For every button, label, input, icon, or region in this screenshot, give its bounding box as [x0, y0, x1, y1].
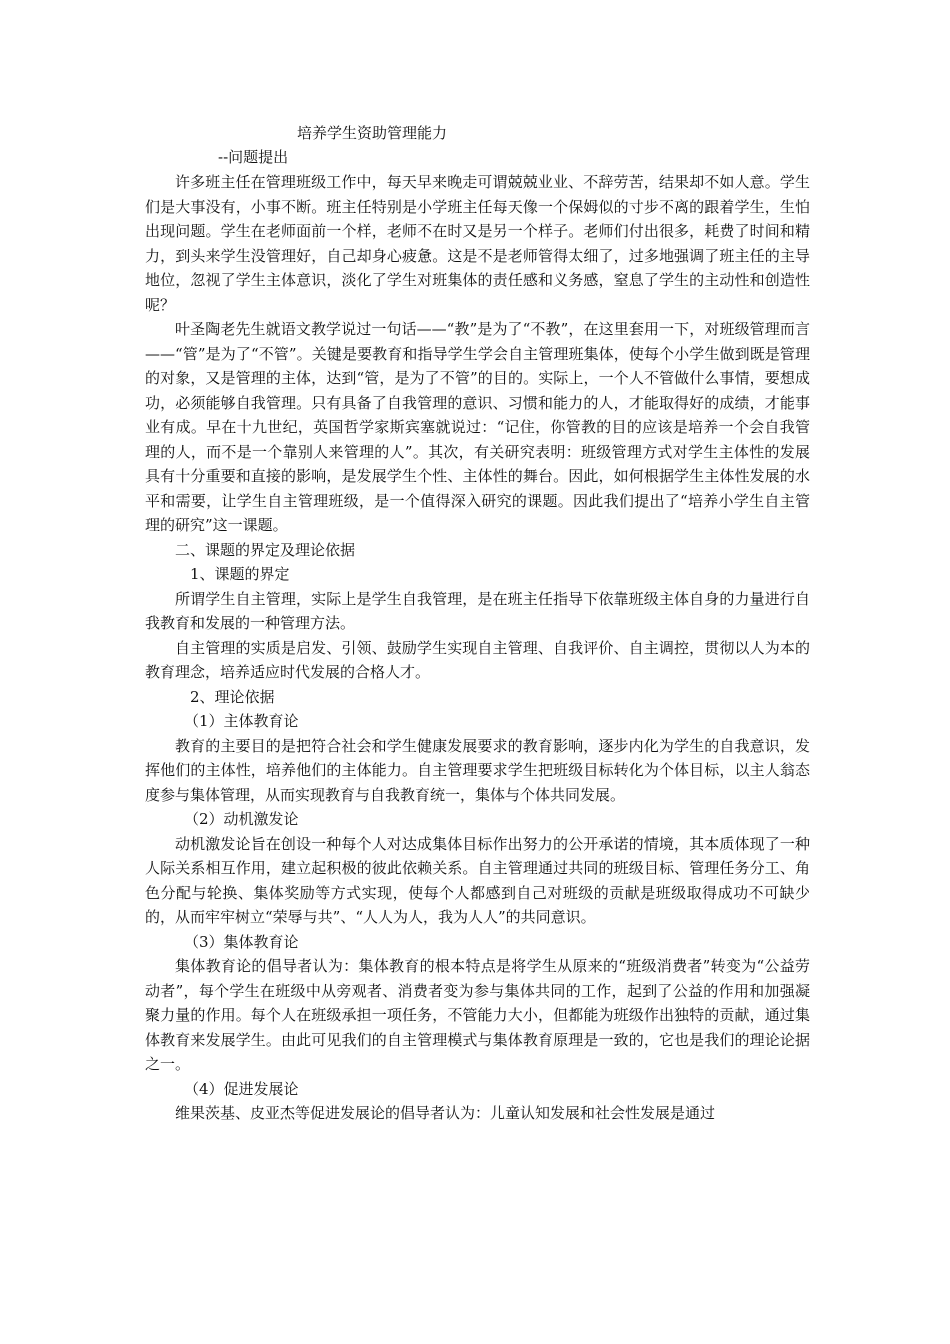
- theory-heading-development: （4）促进发展论: [184, 1079, 299, 1098]
- subsection-heading-definition: 1、课题的界定: [190, 565, 290, 583]
- paragraph-motivation: 动机激发论旨在创设一种每个人对达成集体目标作出努力的公开承诺的情境，其本质体现了一种人际关系相互作用，建立起积极的彼此依赖关系。自主管理通过共同的班级目标、管理任务分工、角色分配与轮换、集体奖励等方式实现，使每个人都感到自己对班级的贡献是班级取得成功不可缺少的，从而牢牢树立“荣辱与共”、“人人为人，我为人人”的共同意识。: [145, 834, 810, 926]
- subsection-heading-theory: 2、理论依据: [190, 687, 275, 706]
- section-heading-definition-basis: 二、课题的界定及理论依据: [175, 540, 356, 559]
- paragraph-development: 维果茨基、皮亚杰等促进发展论的倡导者认为：儿童认知发展和社会性发展是通过: [175, 1104, 716, 1122]
- paragraph-definition-2: 自主管理的实质是启发、引领、鼓励学生实现自主管理、自我评价、自主调控，贯彻以人为本的教育理念，培养适应时代发展的合格人才。: [145, 638, 810, 681]
- paragraph-collective-education: 集体教育论的倡导者认为：集体教育的根本特点是将学生从原来的“班级消费者”转变为“公益劳动者”，每个学生在班级中从旁观者、消费者变为参与集体共同的工作，起到了公益的作用和加强凝聚力量的作用。每个人在班级承担一项任务，不管能力大小，但都能为班级作出独特的贡献，通过集体教育来发展学生。由此可见我们的自主管理模式与集体教育原理是一致的，它也是我们的理论论据之一。: [145, 957, 810, 1073]
- paragraph-problem-1: 许多班主任在管理班级工作中，每天早来晚走可谓兢兢业业、不辞劳苦，结果却不如人意。学生们是大事没有，小事不断。班主任特别是小学班主任每天像一个保姆似的寸步不离的跟着学生，生怕出现问题。学生在老师面前一个样，老师不在时又是另一个样子。老师们付出很多，耗费了时间和精力，到头来学生没管理好，自己却身心疲惫。这是不是老师管得太细了，过多地强调了班主任的主导地位，忽视了学生主体意识，淡化了学生对班集体的责任感和义务感，窒息了学生的主动性和创造性呢？: [145, 173, 810, 314]
- theory-heading-motivation: （2）动机激发论: [184, 810, 299, 828]
- theory-heading-subject-education: （1）主体教育论: [184, 712, 299, 730]
- section-subtitle: --问题提出: [218, 148, 289, 166]
- document-page: [145, 122, 810, 1126]
- theory-heading-collective-education: （3）集体教育论: [184, 932, 299, 951]
- paragraph-subject-education: 教育的主要目的是把符合社会和学生健康发展要求的教育影响，逐步内化为学生的自我意识，发挥他们的主体性，培养他们的主体能力。自主管理要求学生把班级目标转化为个体目标，以主人翁态度参与集体管理，从而实现教育与自我教育统一，集体与个体共同发展。: [145, 736, 810, 804]
- paragraph-definition-1: 所谓学生自主管理，实际上是学生自我管理，是在班主任指导下依靠班级主体自身的力量进行自我教育和发展的一种管理方法。: [145, 589, 810, 632]
- document-title: 培养学生资助管理能力: [297, 124, 448, 142]
- paragraph-problem-2: 叶圣陶老先生就语文教学说过一句话——“教”是为了“不教”，在这里套用一下，对班级管理而言——“管”是为了“不管”。关键是要教育和指导学生学会自主管理班集体，使每个小学生做到既是管理的对象，又是管理的主体，达到“管，是为了不管”的目的。实际上，一个人不管做什么事情，要想成功，必须能够自我管理。只有具备了自我管理的意识、习惯和能力的人，才能取得好的成绩，才能事业有成。早在十九世纪，英国哲学家斯宾塞就说过：“记住，你管教的目的应该是培养一个会自我管理的人，而不是一个靠别人来管理的人”。其次，有关研究表明：班级管理方式对学生主体性的发展具有十分重要和直接的影响，是发展学生个性、主体性的舞台。因此，如何根据学生主体性发展的水平和需要，让学生自主管理班级，是一个值得深入研究的课题。因此我们提出了“培养小学生自主管理的研究”这一课题。: [145, 320, 810, 534]
